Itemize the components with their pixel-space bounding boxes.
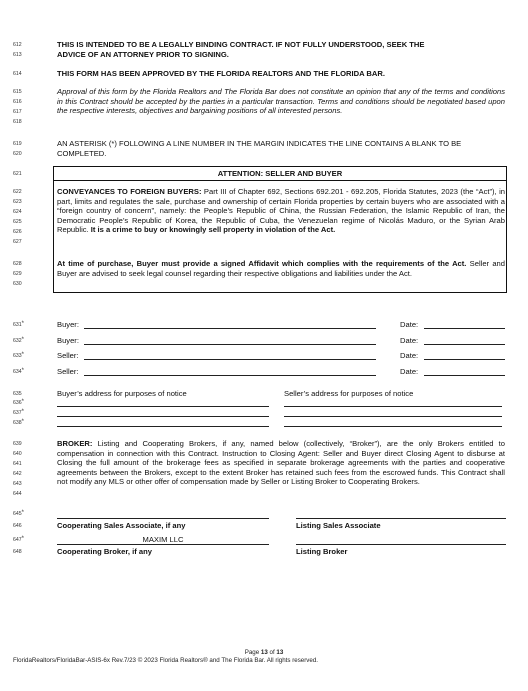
seller-address-line[interactable] <box>284 406 502 407</box>
line-number: 621 <box>13 171 22 177</box>
line-number: 613 <box>13 52 22 58</box>
buyer-address-label: Buyer’s address for purposes of notice <box>57 389 187 398</box>
line-number: 629 <box>13 271 22 277</box>
coop-associate-label: Cooperating Sales Associate, if any <box>57 521 186 530</box>
form-identifier: FloridaRealtors/FloridaBar-ASIS-6x Rev.7/23 © 2023 Florida Realtors® and The Florida Bar. All rights reserved. <box>13 657 318 664</box>
affidavit-paragraph <box>57 259 505 278</box>
conveyances-heading: CONVEYANCES TO FOREIGN BUYERS: <box>57 187 202 196</box>
coop-broker-value[interactable]: MAXIM LLC <box>142 535 184 544</box>
coop-broker-line[interactable] <box>57 544 269 545</box>
line-number: 617 <box>13 109 22 115</box>
listing-associate-label: Listing Sales Associate <box>296 521 381 530</box>
seller-label: Seller: <box>57 351 79 360</box>
line-number: 642 <box>13 471 22 477</box>
seller-address-line[interactable] <box>284 426 502 427</box>
line-number: 641 <box>13 461 22 467</box>
seller-address-line[interactable] <box>284 416 502 417</box>
seller-signature-line[interactable] <box>84 359 376 360</box>
seller-label: Seller: <box>57 367 79 376</box>
line-number: 616 <box>13 99 22 105</box>
line-number: 640 <box>13 451 22 457</box>
seller-address-label: Seller’s address for purposes of notice <box>284 389 414 398</box>
date-line[interactable] <box>424 344 505 345</box>
line-number: 625 <box>13 219 22 225</box>
line-number: 639 <box>13 441 22 447</box>
binding-notice: THIS IS INTENDED TO BE A LEGALLY BINDING CONTRACT. IF NOT FULLY UNDERSTOOD, SEEK THE ADVICE OF AN ATTORNEY PRIOR TO SIGNING. <box>57 40 425 59</box>
asterisk-note: AN ASTERISK (*) FOLLOWING A LINE NUMBER IN THE MARGIN INDICATES THE LINE CONTAINS A BLANK TO BE COMPLETED. <box>57 139 462 158</box>
line-number: 644 <box>13 491 22 497</box>
divider <box>54 180 506 181</box>
date-label: Date: <box>400 320 419 329</box>
line-number: 643 <box>13 481 22 487</box>
line-number: 623 <box>13 199 22 205</box>
buyer-address-line[interactable] <box>57 416 269 417</box>
page-number: Page 13 of 13 <box>244 649 284 656</box>
line-number: 620 <box>13 151 22 157</box>
line-number: 628 <box>13 261 22 267</box>
line-number: 615 <box>13 89 22 95</box>
line-number: 646 <box>13 523 22 529</box>
coop-broker-label: Cooperating Broker, if any <box>57 547 152 556</box>
line-number: 630 <box>13 281 22 287</box>
crime-warning: It is a crime to buy or knowingly sell property in violation of the Act. <box>90 225 336 235</box>
broker-heading: BROKER: <box>57 439 93 448</box>
line-number: 626 <box>13 229 22 235</box>
line-number: 635 <box>13 391 22 397</box>
line-number: 622 <box>13 189 22 195</box>
affidavit-advice: Seller and Buyer are advised to seek legal counsel regarding their respective obligations and liabilities under the Act. <box>57 259 505 278</box>
line-number: 634* <box>13 368 24 375</box>
broker-body: Listing and Cooperating Brokers, if any, named below (collectively, “Broker”), are the only Brokers entitled to compensation in connection with this Contract. Instruction to Closing Agent: Seller and Buyer direct Closing Agent to disburse at Closing the full amount of the brokerage fees as specified in separate brokerage agreements with the parties and cooperative agreements between the Brokers, except to the extent Broker has retained such fees from the escrowed funds. This Contract shall not modify any MLS or other offer of compensation made by Seller or Listing Broker to Cooperating Brokers. <box>57 439 505 487</box>
affidavit-requirement: At time of purchase, Buyer must provide a signed Affidavit which complies with the requirements of the Act. <box>57 259 467 268</box>
attention-title: ATTENTION: SELLER AND BUYER <box>217 169 343 178</box>
line-number: 645* <box>13 510 24 517</box>
line-number: 633* <box>13 352 24 359</box>
line-number: 618 <box>13 119 22 125</box>
line-number: 612 <box>13 42 22 48</box>
buyer-signature-line[interactable] <box>84 344 376 345</box>
line-number: 627 <box>13 239 22 245</box>
approved-notice: THIS FORM HAS BEEN APPROVED BY THE FLORIDA REALTORS AND THE FLORIDA BAR. <box>57 69 385 78</box>
line-number: 624 <box>13 209 22 215</box>
seller-signature-line[interactable] <box>84 375 376 376</box>
listing-broker-label: Listing Broker <box>296 547 348 556</box>
line-number: 631* <box>13 321 24 328</box>
date-label: Date: <box>400 367 419 376</box>
listing-associate-line[interactable] <box>296 518 506 519</box>
line-number: 648 <box>13 549 22 555</box>
date-label: Date: <box>400 351 419 360</box>
line-number: 619 <box>13 141 22 147</box>
date-line[interactable] <box>424 359 505 360</box>
buyer-label: Buyer: <box>57 320 79 329</box>
broker-paragraph <box>57 439 505 487</box>
buyer-signature-line[interactable] <box>84 328 376 329</box>
buyer-address-line[interactable] <box>57 426 269 427</box>
date-line[interactable] <box>424 375 505 376</box>
date-label: Date: <box>400 336 419 345</box>
conveyances-paragraph <box>57 187 505 235</box>
buyer-address-line[interactable] <box>57 406 269 407</box>
line-number: 638* <box>13 419 24 426</box>
coop-associate-line[interactable] <box>57 518 269 519</box>
line-number: 632* <box>13 337 24 344</box>
line-number: 636* <box>13 399 24 406</box>
line-number: 614 <box>13 71 22 77</box>
buyer-label: Buyer: <box>57 336 79 345</box>
listing-broker-line[interactable] <box>296 544 506 545</box>
line-number: 647* <box>13 536 24 543</box>
conveyances-body: Part III of Chapter 692, Sections 692.201 - 692.205, Florida Statutes, 2023 (the “Act”), in part, limits and regulates the sale, purchase and ownership of certain Florida properties by certain buyers who are associated with a “foreign country of concern”, namely: the People’s Republic of China, the Russian Federation, the Islamic Republic of Iran, the Democratic People’s Republic of Korea, the Republic of Cuba, the Venezuelan regime of Nicolás Maduro, or the Syrian Arab Republic. <box>57 187 505 235</box>
line-number: 637* <box>13 409 24 416</box>
approval-disclaimer: Approval of this form by the Florida Realtors and The Florida Bar does not constitute an opinion that any of the terms and conditions in this Contract should be accepted by the parties in a particular transaction. Terms and conditions should be negotiated based upon the respective interests, objectives and bargaining positions of all interested persons. <box>57 87 505 116</box>
date-line[interactable] <box>424 328 505 329</box>
